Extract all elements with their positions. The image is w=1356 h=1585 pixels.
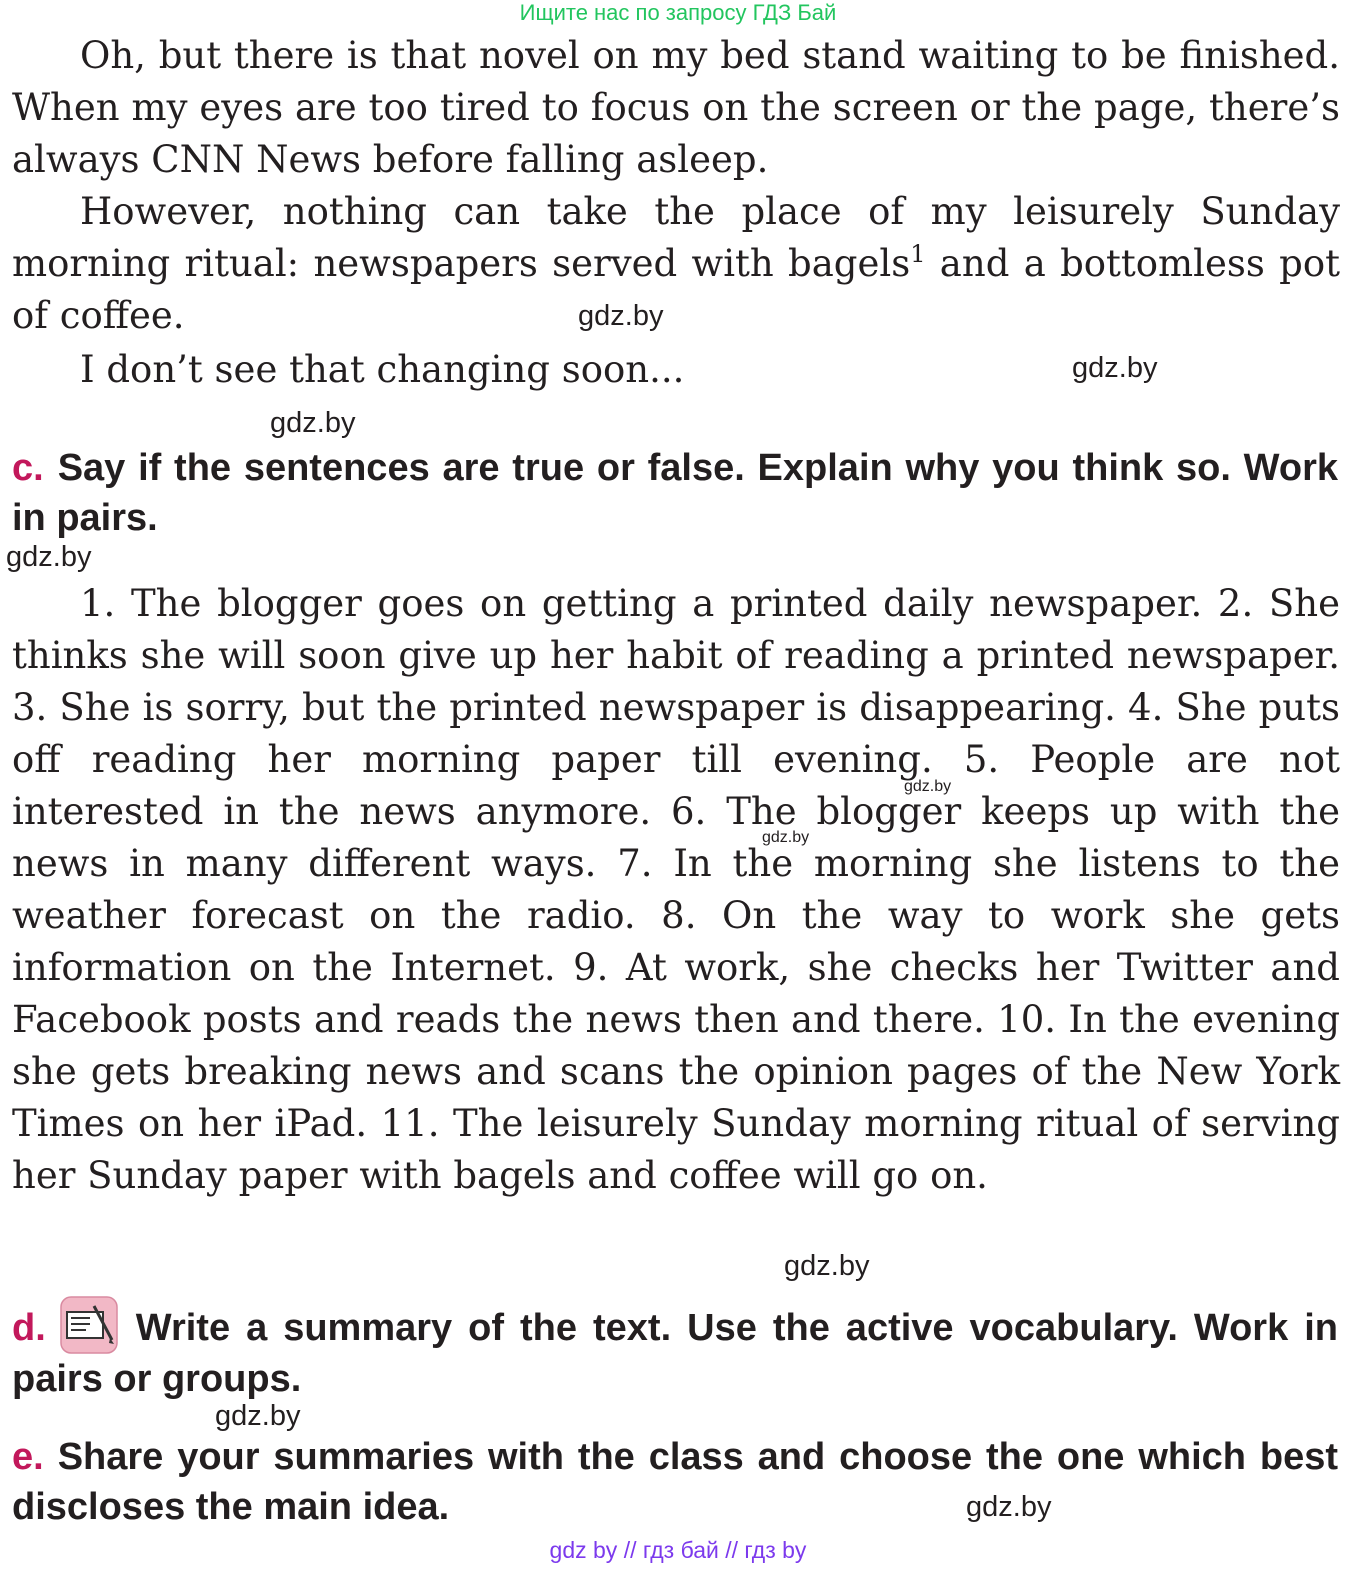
- watermark-small: gdz.by: [762, 829, 810, 846]
- task-c-heading: [12, 443, 1338, 543]
- watermark: gdz.by: [578, 300, 664, 332]
- top-banner: Ищите нас по запросу ГДЗ Бай: [519, 0, 837, 25]
- task-e-instruction: Share your summaries with the class and choose the one which best discloses the main idea.: [12, 1436, 1338, 1528]
- task-c-instruction: Say if the sentences are true or false. Explain why you think so. Work in pairs.: [12, 447, 1338, 539]
- watermark: gdz.by: [966, 1491, 1052, 1523]
- paragraph-1: Oh, but there is that novel on my bed stand waiting to be finished. When my eyes are too tired to focus on the screen or the page, there’s always CNN News before falling asleep.: [12, 34, 1340, 181]
- task-e-heading: [12, 1432, 1338, 1532]
- bottom-banner: gdz by // гдз бай // гдз by: [549, 1537, 807, 1563]
- task-c-letter: c.: [12, 447, 44, 489]
- paragraph-2-start: However, nothing can take the place of my leisurely Sunday morning ritual: newspapers served with bagels: [12, 190, 1340, 285]
- paragraph-3: I don’t see that changing soon...: [80, 348, 685, 391]
- task-c-sentences: 1. The blogger goes on getting a printed daily newspaper. 2. She thinks she will soon give up her habit of reading a printed newspaper. 3. She is sorry, but the printed newspaper is disappearing. 4. She puts off reading her morning paper till evening. 5. People are not interested in the news anymore. 6. The blogger keeps up with the news in many different ways. 7. In the morning she listens to the weather forecast on the radio. 8. On the way to work she gets information on the Internet. 9. At work, she checks her Twitter and Facebook posts and reads the news then and there. 10. In the evening she gets breaking news and scans the opinion pages of the New York Times on her iPad. 11. The leisurely Sunday morning ritual of serving her Sunday paper with bagels and coffee will go on.: [12, 582, 1340, 1197]
- task-d-heading: [12, 1296, 1338, 1404]
- task-d-letter: d.: [12, 1307, 46, 1349]
- writing-notebook-icon: [60, 1296, 118, 1354]
- watermark: gdz.by: [1072, 352, 1158, 384]
- paragraph-2: [12, 186, 1340, 342]
- watermark: gdz.by: [270, 407, 356, 439]
- watermark: gdz.by: [6, 541, 92, 573]
- task-e-letter: e.: [12, 1436, 44, 1478]
- task-d-instruction: Write a summary of the text. Use the active vocabulary. Work in pairs or groups.: [12, 1307, 1338, 1400]
- watermark: gdz.by: [215, 1400, 301, 1432]
- paragraph-2-end: and a bottomless pot of coffee.: [12, 242, 1340, 337]
- watermark: gdz.by: [784, 1250, 870, 1282]
- watermark-small: gdz.by: [904, 778, 952, 795]
- footnote-marker: 1: [910, 240, 926, 268]
